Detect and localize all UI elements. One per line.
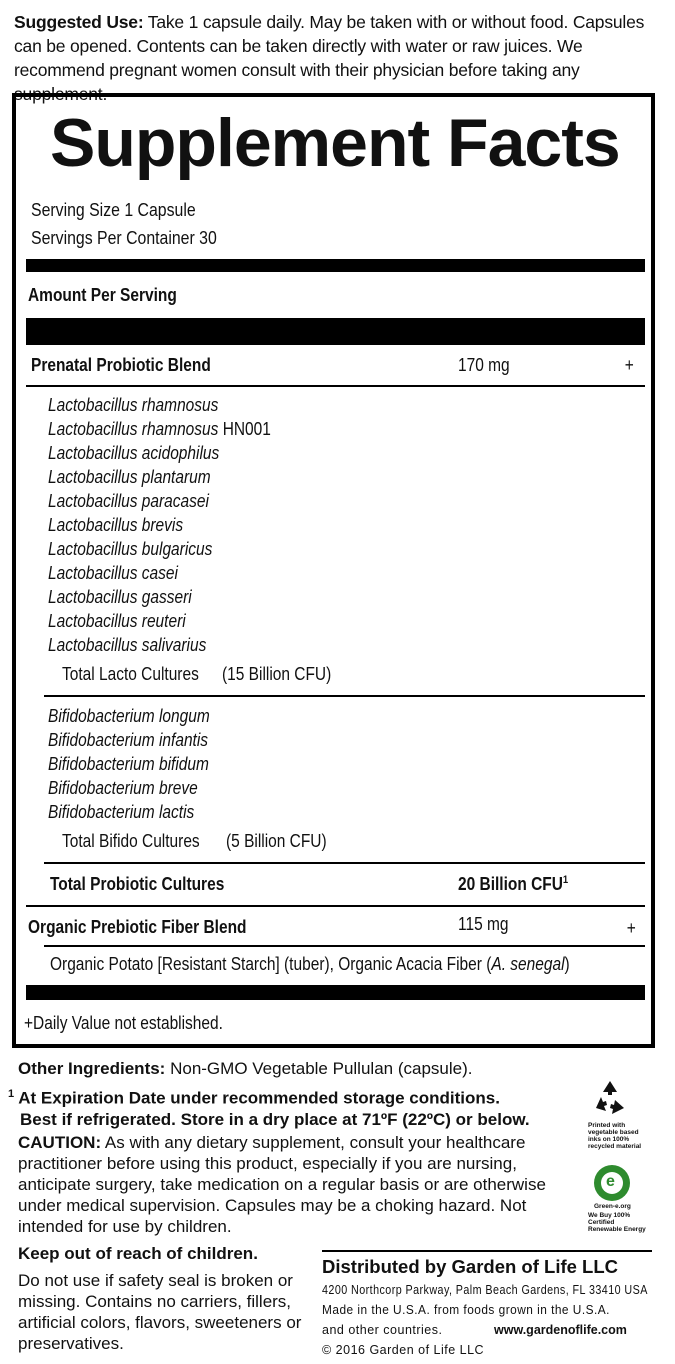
lacto-strain: Lactobacillus reuteri bbox=[48, 611, 186, 631]
made-in-2: and other countries. bbox=[322, 1323, 443, 1337]
servings-per-container: Servings Per Container 30 bbox=[31, 228, 217, 248]
seal-warning: Do not use if safety seal is broken or missing. Contains no carriers, fillers, artificial colors, flavors, sweeteners or preservatives. bbox=[18, 1271, 302, 1353]
rule-prebiotic bbox=[44, 945, 645, 947]
lacto-strain: Lactobacillus rhamnosus bbox=[48, 395, 219, 415]
rule-lacto bbox=[44, 695, 645, 697]
prebiotic-blend-amount: 115 mg bbox=[458, 914, 509, 934]
caution-text: As with any dietary supplement, consult your healthcare practitioner before using this product, especially if you are nursing, anticipate surgery, take medication on a regular basis or are otherwise under medical supervision. Capsules may be a choking hazard. Not intended for use by children. bbox=[18, 1133, 546, 1236]
total-probiotic-value: 20 Billion CFU$^1$ bbox=[458, 874, 569, 894]
total-probiotic-label: Total Probiotic Cultures bbox=[50, 874, 225, 894]
rule-bifido bbox=[44, 862, 645, 864]
green-e-icon: e bbox=[594, 1165, 630, 1201]
prenatal-blend-dv: + bbox=[624, 355, 634, 375]
bifido-strain: Bifidobacterium breve bbox=[48, 778, 198, 798]
website-link[interactable]: www.gardenoflife.com bbox=[494, 1323, 627, 1337]
total-bifido-value: (5 Billion CFU) bbox=[226, 831, 327, 851]
expiration-note: $^1$ At Expiration Date under recommended storage conditions. Best if refrigerated. Store in a dry place at 71ºF (22ºC) or below. bbox=[8, 1088, 530, 1129]
bifido-strain: Bifidobacterium longum bbox=[48, 706, 210, 726]
lacto-strain: Lactobacillus paracasei bbox=[48, 491, 209, 511]
thick-rule-1 bbox=[26, 259, 645, 272]
serving-size: Serving Size 1 Capsule bbox=[31, 200, 196, 220]
rule-prenatal bbox=[26, 385, 645, 387]
copyright: © 2016 Garden of Life LLC bbox=[322, 1343, 485, 1357]
caution-label: CAUTION: bbox=[18, 1133, 102, 1152]
lacto-strain: Lactobacillus brevis bbox=[48, 515, 184, 535]
green-e-label: Green-e.org bbox=[594, 1203, 631, 1210]
suggested-use-label: Suggested Use: bbox=[14, 12, 144, 32]
distributor-rule bbox=[322, 1250, 652, 1252]
bifido-strain: Bifidobacterium lactis bbox=[48, 802, 195, 822]
suggested-use bbox=[14, 10, 664, 106]
other-ingredients-label: Other Ingredients: bbox=[18, 1059, 166, 1078]
keep-out-of-reach: Keep out of reach of children. bbox=[18, 1244, 258, 1263]
prenatal-blend-amount: 170 mg bbox=[458, 355, 510, 375]
rule-total bbox=[26, 905, 645, 907]
total-bifido-label: Total Bifido Cultures bbox=[62, 831, 200, 851]
lacto-strain: Lactobacillus plantarum bbox=[48, 467, 211, 487]
distributor-address: 4200 Northcorp Parkway, Palm Beach Gardens, FL 33410 USA bbox=[322, 1283, 648, 1297]
energy-text: We Buy 100% Certified Renewable Energy bbox=[588, 1212, 646, 1233]
prebiotic-ingredients: Organic Potato [Resistant Starch] (tuber), Organic Acacia Fiber (A. senegal) bbox=[50, 954, 570, 974]
lacto-strain: Lactobacillus acidophilus bbox=[48, 443, 220, 463]
daily-value-footnote: +Daily Value not established. bbox=[24, 1013, 223, 1033]
total-lacto-label: Total Lacto Cultures bbox=[62, 664, 199, 684]
recycle-text: Printed with vegetable based inks on 100% recycled material bbox=[588, 1122, 642, 1150]
bifido-strain: Bifidobacterium infantis bbox=[48, 730, 209, 750]
amount-per-serving: Amount Per Serving bbox=[28, 285, 177, 305]
recycle-icon bbox=[590, 1078, 630, 1118]
lacto-strain: Lactobacillus casei bbox=[48, 563, 178, 583]
thick-rule-2 bbox=[26, 318, 645, 345]
bifido-strain: Bifidobacterium bifidum bbox=[48, 754, 209, 774]
prebiotic-blend-name: Organic Prebiotic Fiber Blend bbox=[28, 917, 247, 937]
suggested-use-text: Take 1 capsule daily. May be taken with or without food. Capsules can be opened. Contents can be taken directly with water or raw juices. We recommend pregnant women consult with their physician before taking any supplement. bbox=[14, 12, 645, 104]
prebiotic-blend-dv: + bbox=[626, 918, 636, 938]
thick-rule-3 bbox=[26, 985, 645, 1000]
lacto-strain: Lactobacillus bulgaricus bbox=[48, 539, 213, 559]
prenatal-blend-name: Prenatal Probiotic Blend bbox=[31, 355, 211, 375]
lacto-strain: Lactobacillus rhamnosus HN001 bbox=[48, 419, 271, 439]
lacto-strain: Lactobacillus gasseri bbox=[48, 587, 192, 607]
total-lacto-value: (15 Billion CFU) bbox=[222, 664, 332, 684]
other-ingredients bbox=[18, 1058, 578, 1079]
other-ingredients-text: Non-GMO Vegetable Pullulan (capsule). bbox=[165, 1059, 473, 1078]
distributor-heading: Distributed by Garden of Life LLC bbox=[322, 1256, 619, 1277]
lacto-strain: Lactobacillus salivarius bbox=[48, 635, 207, 655]
facts-title: Supplement Facts bbox=[50, 105, 620, 181]
made-in-1: Made in the U.S.A. from foods grown in the U.S.A. bbox=[322, 1303, 610, 1317]
caution bbox=[18, 1132, 578, 1237]
